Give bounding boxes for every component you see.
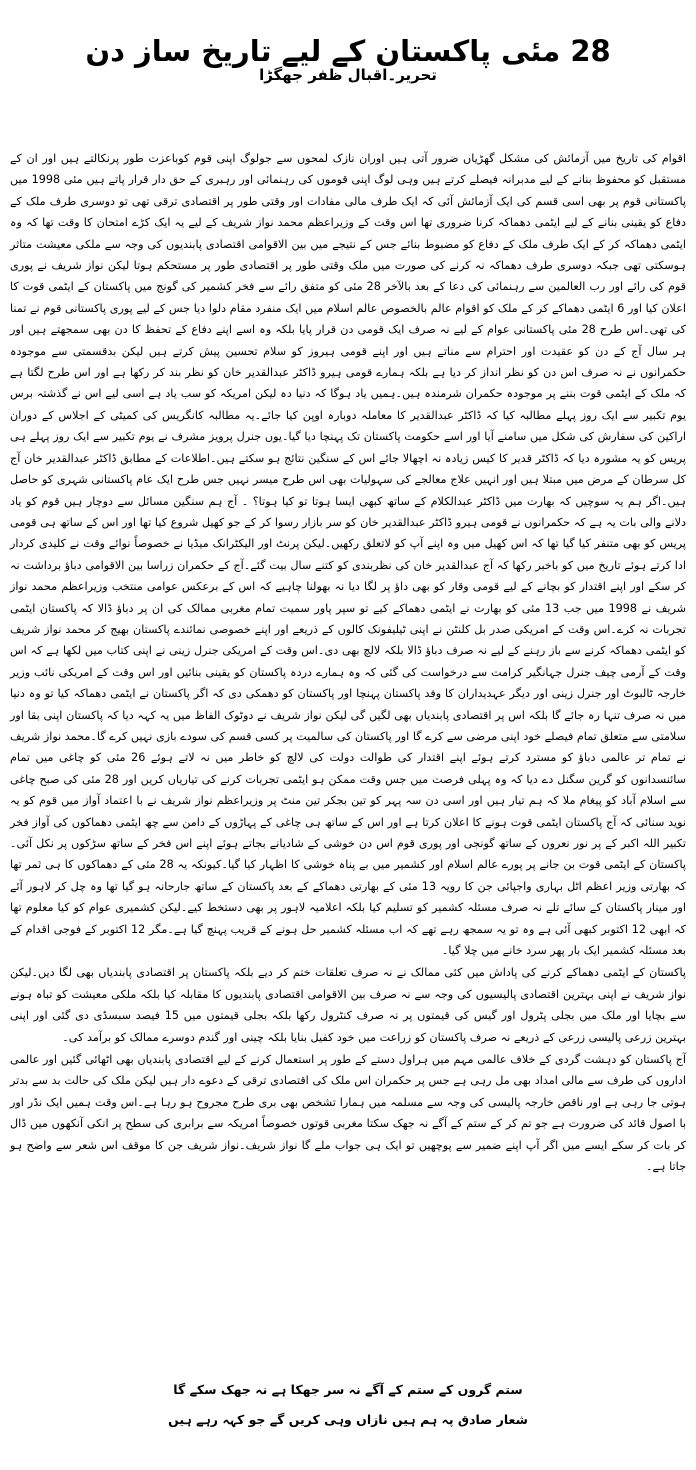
article-body xyxy=(10,148,686,1178)
paragraph-2: پاکستان کے ایٹمی دھماکے کرنے کی پاداش میں کئی ممالک نے نہ صرف تعلقات ختم کر دیے بلکہ پاکستان پر اقتصادی پابندیاں بھی لگا دیں۔لیکن نواز شریف نے اپنی بہترین اقتصادی پالیسیوں کی وجہ سے نہ صرف بین الاقوامی اقتصادی پابندیوں کا مقابلہ کیا بلکہ ملکی معیشت کو تباہ ہونے سے بچایا اور ملک میں بجلی پٹرول اور گیس کی قیمتوں پر نہ صرف کنٹرول رکھا بلکہ بجلی قیمتوں میں 15 فیصد سبسڈی دی گئی اور اپنی بہترین زرعی پالیسی زرعی کے ذریعے نہ صرف پاکستان کو زراعت میں خود کفیل بنایا بلکہ چینی اور گندم دوسرے ممالک کو برآمد کی۔ xyxy=(10,966,686,1044)
verse-line-1: ستم گروں کے ستم کے آگے نہ سر جھکا ہے نہ جھک سکے گا xyxy=(173,1382,523,1397)
closing-verse xyxy=(0,1375,696,1435)
paragraph-1: اقوام کی تاریخ میں آزمائش کی مشکل گھڑیاں ضرور آتی ہیں اوران نازک لمحوں سے جولوگ اپنی قوم کوباعزت طور پرنکالتے ہیں اور ان کے مستقبل کو محفوظ بنانے کے لیے مدبرانہ فیصلے کرتے ہیں وہی لوگ اپنی قوموں کی رہنمائی اور رہبری کے حق دار قرار پاتے ہیں مئی 1998 میں پاکستانی قوم پر بھی اسی قسم کی ایک آزمائش آئی کہ ایک طرف مالی مفادات اور وقتی طور پر اقتصادی ترقی تھی تو دوسری طرف ملک کے دفاع کو یقینی بنانے کے لیے ایٹمی دھماکہ کرنا ضروری تھا اس وقت کے وزیراعظم محمد نواز شریف کے لیے یہ ایک کڑے امتحان کا وقت تھا کہ وہ ایٹمی دھماکہ کر کے ایک طرف ملک کے دفاع کو مضبوط بنائے جس کے نتیجے میں بین الاقوامی اقتصادی پابندیوں کی وجہ سے ملکی معیشت متاثر ہوسکتی تھی جبکہ دوسری طرف دھماکہ نہ کرنے کی صورت میں ملک وقتی طور پر اقتصادی طور پر مستحکم ہوتا لیکن نواز شریف نے پوری قوم کی رائے اور رب العالمین سے رہنمائی کی دعا کے بعد بالآخر 28 مئی کو متفق رائے سے فخر کشمیر کی گونج میں پاکستان کے ایٹمی قوت کا اعلان کیا اور 6 ایٹمی دھماکے کر کے ملک کو اقوام عالم بالخصوص عالم اسلام میں ایک منفرد مقام دلوا دیا جس کے لیے پوری پاکستانی قوم نے تمنا کی تھی۔اس طرح 28 مئی پاکستانی عوام کے لیے نہ صرف ایک قومی دن قرار پایا بلکہ وہ اسے اپنے دفاع کے تحفظ کا دن بھی سمجھتے ہیں اور ہر سال آج کے دن کو عقیدت اور احترام سے مناتے ہیں اور اپنے قومی ہیروز کو سلام تحسین پیش کرتے ہیں لیکن بدقسمتی سے موجودہ حکمرانوں نے نہ صرف اس دن کو نظر انداز کر دیا ہے بلکہ ہمارے قومی ہیرو ڈاکٹر عبدالقدیر خان کو نظر بند کر رکھا ہے اور اس طرح لگتا ہے کہ ملک کے ایٹمی قوت بننے پر موجودہ حکمران شرمندہ ہیں۔ہمیں یاد ہوگا کہ دنیا دہ لیکن امریکہ کو سب یاد ہے اسی لیے اس نے گذشتہ برس یوم تکبیر سے ایک روز پہلے مطالبہ کیا کہ ڈاکٹر عبدالقدیر کا معاملہ دوبارہ اوپن کیا جائے۔یہ مطالبہ کانگریس کی کمیٹی کے اجلاس کے دوران اراکین کی سفارش کی شکل میں سامنے آیا اور اسے حکومت پاکستان تک پہنچا دیا گیا۔یوں جنرل پرویز مشرف نے یوم تکبیر سے ایک روز پہلے ہی پریس کو یہ مشورہ دیا کہ ڈاکٹر قدیر کا کیس زیادہ نہ اچھالا جائے اس کے سنگین نتائج ہو سکتے ہیں۔اطلاعات کے مطابق ڈاکٹر عبدالقدیر خان آج کل سرطان کے مرض میں مبتلا ہیں اور انہیں علاج معالجے کی سہولیات بھی اس طرح میسر نہیں جس طرح ایک عام پاکستانی شہری کو حاصل ہیں۔اگر ہم یہ سوچیں کہ بھارت میں ڈاکٹر عبدالکلام کے ساتھ کبھی ایسا ہوتا تو کیا ہوتا؟ ۔ آج ہم سنگین مسائل سے دوچار ہیں قوم کو یاد دلانے والی بات یہ ہے کہ حکمرانوں نے قومی ہیرو ڈاکٹر عبدالقدیر خان کو سر بازار رسوا کر کے جو کھیل شروع کیا تھا اور اس کے ساتھ ہی قومی پریس کو بھی متنفر کیا گیا تھا کہ اس کھیل میں وہ اپنے آپ کو لاتعلق رکھیں۔لیکن پرنٹ اور الیکٹرانک میڈیا نے خصوصاً نوائے وقت نے کلیدی کردار ادا کرتے ہوئے تاریخ میں کو باخبر رکھا کہ آج عبدالقدیر خان کی نظربندی کو کتنے سال بیت گئے۔آج کے حکمران زراسا بین الاقوامی دباؤ برداشت نہ کر سکے اور اپنے اقتدار کو بچانے کے لیے قومی وقار کو بھی داؤ پر لگا دیا نہ بھولنا چاہیے کہ اس کے برعکس عوامی منتخب وزیراعظم محمد نواز شریف نے 1998 میں جب 13 مئی کو بھارت نے ایٹمی دھماکے کیے تو سپر پاور سمیت تمام مغربی ممالک کی ان پر دباؤ ڈالا کہ پاکستان ایٹمی تجربات نہ کرے۔اس وقت کے امریکی صدر بل کلنٹن نے اپنی ٹیلیفونک کالوں کے ذریعے اور اپنے خصوصی نمائندے پاکستان بھیج کر محمد نواز شریف کو ایٹمی دھماکہ کرنے سے باز رہنے کے لیے نہ صرف دباؤ ڈالا بلکہ لالچ بھی دی۔اس وقت کے امریکی جنرل زینی نے اپنی کتاب میں لکھا ہے کہ اس وقت کے آرمی چیف جنرل جہانگیر کرامت سے درخواست کی گئی کہ وہ ہمارے دردہ پاکستان کو یقینی بنائیں اور اس وقت کے امریکی نائب وزیر خارجہ ٹالبوٹ اور جنرل زینی اور دیگر عہدیداران کا وفد پاکستان پہنچا اور پاکستان کو دھمکی دی کہ اگر پاکستان نے ایٹمی دھماکہ کیا تو وہ دنیا میں نہ صرف تنہا رہ جائے گا بلکہ اس پر اقتصادی پابندیاں بھی لگیں گی لیکن نواز شریف نے دوٹوک الفاظ میں یہ کہہ دیا کہ پاکستان اپنی بقا اور سلامتی سے متعلق تمام فیصلے خود اپنی مرضی سے کرے گا اور پاکستان کی سالمیت پر کسی قسم کی سودے بازی نہیں کرے گا۔محمد نواز شریف نے تمام تر عالمی دباؤ کو مسترد کرتے ہوئے اپنے اقتدار کی طوالت دولت کی لالچ کو خاطر میں نہ لاتے ہوئے 26 مئی کو چاغی میں تمام سائنسدانوں کو گرین سگنل دے دیا کہ وہ پہلی فرصت میں جس وقت ممکن ہو ایٹمی تجربات کرنے کی تیاریاں کریں اور 28 مئی کی صبح چاغی سے اسلام آباد کو پیغام ملا کہ ہم تیار ہیں اور اسی دن سہ پہر کو تین بجکر تین منٹ پر وزیراعظم نواز شریف نے با اعتماد آواز میں قوم کو یہ نوید سنائی کہ آج پاکستان ایٹمی قوت ہونے کا اعلان کرتا ہے اور اس کے ساتھ ہی چاغی کے پہاڑوں کے دامن سے چھ ایٹمی دھماکوں کی آواز فخر تکبیر اللہ اکبر کے پر نور نعروں کے ساتھ گونجی اور پوری قوم اس دن خوشی کے شادیانے بجاتے ہوئے اپنے اس فخر کے ساتھ سڑکوں پر نکل آئی۔پاکستان کے ایٹمی قوت بن جانے پر پورے عالم اسلام اور کشمیر میں بے پناہ خوشی کا اظہار کیا گیا۔کیونکہ یہ 28 مئی کے دھماکوں کا ہی ثمر تھا کہ بھارتی وزیر اعظم اٹل بہاری واجپائی جن کا رویہ 13 مئی کے بھارتی دھماکے کے بعد پاکستان کے ساتھ جارحانہ ہو گیا تھا وہ چل کر لاہور آئے اور مینار پاکستان کے سائے تلے نہ صرف مسئلہ کشمیر کو تسلیم کیا بلکہ اعلامیہ لاہور پر بھی دستخط کیے۔لیکن کشمیری عوام کو کیا معلوم تھا کہ ابھی 12 اکتوبر کبھی آئی ہے وہ تو یہ سمجھ رہے تھے کہ اب مسئلہ کشمیر حل ہونے کے قریب پہنچ گیا ہے۔مگر 12 اکتوبر کے فوجی اقدام کے بعد مسئلہ کشمیر ایک بار پھر سرد خانے میں چلا گیا۔ xyxy=(10,152,686,958)
article-byline: تحریر۔اقبال ظفر جھگڑا xyxy=(259,66,437,84)
verse-line-2: شعار صادق پہ ہم ہیں نازاں وہی کریں گے جو کہہ رہے ہیں xyxy=(168,1412,528,1427)
paragraph-3: آج پاکستان کو دہشت گردی کے خلاف عالمی مہم میں ہراول دستے کے طور پر استعمال کرنے کے لیے اقتصادی پابندیاں بھی اٹھائی گئیں اور عالمی اداروں کی طرف سے مالی امداد بھی مل رہی ہے جس پر حکمران اس ملک کی اقتصادی ترقی کے دعوے دار ہیں لیکن ملک کی حالت بد سے بدتر ہوتی جا رہی ہے اور ناقص خارجہ پالیسی کی وجہ سے مسلمہ میں ہمارا تشخص بھی بری طرح مجروح ہو رہا ہے۔اس وقت ہمیں ایک نڈر اور با اصول قائد کی ضرورت ہے جو تم کر کے ستم کے آگے نہ جھک سکتا مغربی قوتوں خصوصاً امریکہ سے برابری کی سطح پر انکی آنکھوں میں ڈال کر بات کر سکے ایسے میں اگر آپ اپنے ضمیر سے پوچھیں تو ایک ہی جواب ملے گا نواز شریف۔نواز شریف جن کا موقف اس شعر سے واضح ہو جاتا ہے۔ xyxy=(10,1053,686,1174)
article-title: 28 مئی پاکستان کے لیے تاریخ ساز دن xyxy=(85,34,611,69)
